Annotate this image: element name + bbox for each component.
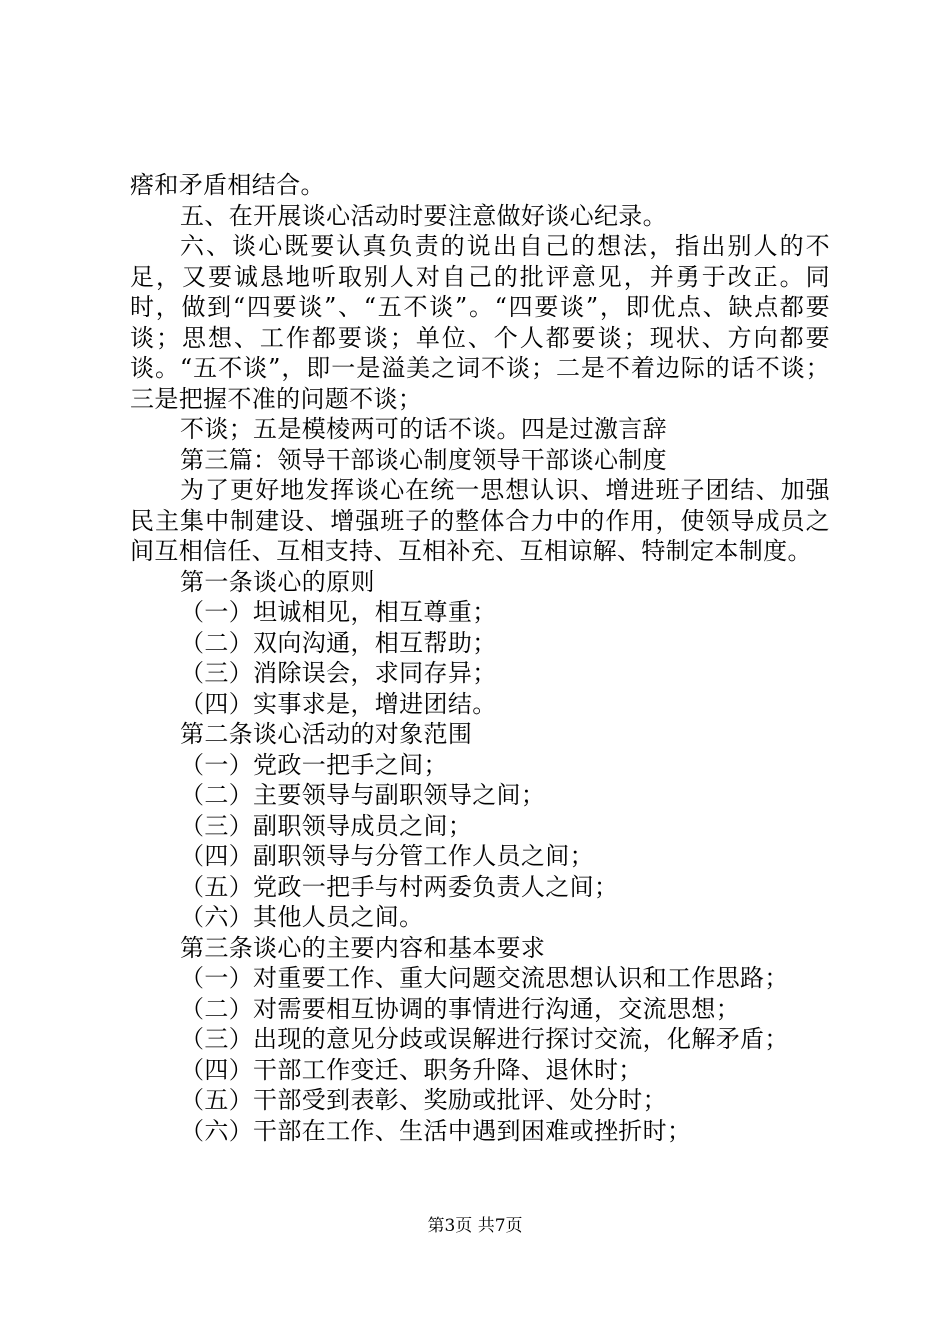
paragraph: 五、在开展谈心活动时要注意做好谈心纪录。: [180, 201, 667, 230]
list-item: （二）主要领导与副职领导之间；: [180, 781, 546, 809]
document-body: [130, 170, 830, 1146]
list-item: （三）消除误会，求同存异；: [180, 659, 497, 687]
list-item: （四）实事求是，增进团结。: [180, 689, 497, 718]
list-item: （一）对重要工作、重大问题交流思想认识和工作思路；: [180, 964, 789, 992]
list-item: （四）干部工作变迁、职务升降、退休时；: [180, 1055, 643, 1084]
paragraph: 瘩和矛盾相结合。: [130, 171, 325, 199]
page-number-label: 第3页 共7页: [427, 1216, 523, 1236]
article-heading: 第一条谈心的原则: [180, 567, 375, 596]
paragraph: 六、谈心既要认真负责的说出自己的想法，指出别人的不足，又要诚恳地听取别人对自己的批评意见，并勇于改正。同时，做到“四要谈”、“五不谈”。“四要谈”，即优点、缺点都要谈；思想、工作都要谈；单位、个人都要谈；现状、方向都要谈。“五不谈”，即一是溢美之词不谈；二是不着边际的话不谈；三是把握不准的问题不谈；: [130, 232, 830, 413]
paragraph: 不谈；五是模棱两可的话不谈。四是过激言辞: [180, 415, 667, 443]
list-item: （六）干部在工作、生活中遇到困难或挫折时；: [180, 1116, 692, 1145]
list-item: （一）党政一把手之间；: [180, 750, 448, 779]
page-footer: [0, 1215, 950, 1237]
list-item: （三）出现的意见分歧或误解进行探讨交流，化解矛盾；: [180, 1025, 789, 1053]
list-item: （三）副职领导成员之间；: [180, 811, 473, 840]
list-item: （二）对需要相互协调的事情进行沟通，交流思想；: [180, 994, 741, 1023]
section-heading: 第三篇：领导干部谈心制度领导干部谈心制度: [180, 445, 667, 474]
article-heading: 第三条谈心的主要内容和基本要求: [180, 933, 546, 962]
article-heading: 第二条谈心活动的对象范围: [180, 720, 473, 748]
paragraph: 为了更好地发挥谈心在统一思想认识、增进班子团结、加强民主集中制建设、增强班子的整体合力中的作用，使领导成员之间互相信任、互相支持、互相补充、互相谅解、特制定本制度。: [130, 476, 830, 565]
list-item: （五）党政一把手与村两委负责人之间；: [180, 872, 619, 901]
list-item: （五）干部受到表彰、奖励或批评、处分时；: [180, 1086, 667, 1114]
list-item: （一）坦诚相见，相互尊重；: [180, 598, 497, 626]
list-item: （四）副职领导与分管工作人员之间；: [180, 842, 594, 870]
list-item: （六）其他人员之间。: [180, 903, 424, 931]
list-item: （二）双向沟通，相互帮助；: [180, 628, 497, 657]
